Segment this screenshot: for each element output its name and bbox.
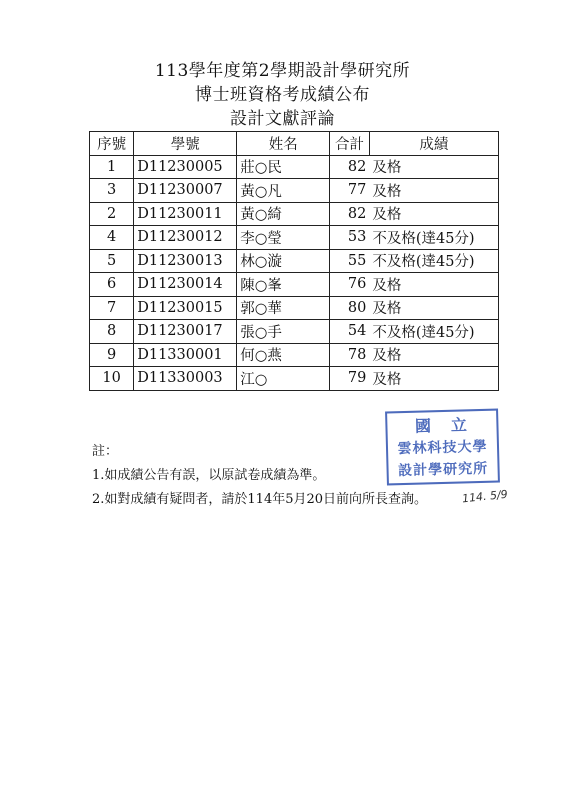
- note-item: 1.如成績公告有誤，以原試卷成績為準。: [92, 468, 326, 483]
- table-row: [90, 179, 499, 203]
- row-seq: 6: [90, 273, 134, 297]
- row-total: 80: [330, 296, 370, 320]
- row-total: 54: [330, 320, 370, 344]
- row-name: 莊○民: [237, 155, 330, 179]
- table-row: [90, 226, 499, 250]
- row-student-id: D11330001: [134, 343, 237, 367]
- row-seq: 2: [90, 202, 134, 226]
- row-grade: 及格: [369, 367, 498, 391]
- table-row: [90, 320, 499, 344]
- table-row: [90, 367, 499, 391]
- table-row: [90, 273, 499, 297]
- row-name: 何○燕: [237, 343, 330, 367]
- row-total: 53: [330, 226, 370, 250]
- row-total: 77: [330, 179, 370, 203]
- document-title: 113學年度第2學期設計學研究所: [154, 61, 411, 81]
- row-student-id: D11330003: [134, 367, 237, 391]
- row-total: 82: [330, 202, 370, 226]
- stamp-line: 雲林科技大學: [397, 438, 488, 458]
- row-seq: 9: [90, 343, 134, 367]
- row-student-id: D11230017: [134, 320, 237, 344]
- row-grade: 不及格(達45分): [369, 249, 498, 273]
- column-header-student-id: 學號: [134, 132, 237, 156]
- row-name: 郭○華: [237, 296, 330, 320]
- row-total: 82: [330, 155, 370, 179]
- table-row: [90, 249, 499, 273]
- row-name: 黃○凡: [237, 179, 330, 203]
- row-seq: 7: [90, 296, 134, 320]
- row-seq: 10: [90, 367, 134, 391]
- table-row: [90, 202, 499, 226]
- column-header-total: 合計: [330, 132, 370, 156]
- stamp-line: 國立: [414, 414, 488, 436]
- document-subtitle: 博士班資格考成績公布: [195, 85, 370, 105]
- row-total: 76: [330, 273, 370, 297]
- row-student-id: D11230005: [134, 155, 237, 179]
- stamp-line: 設計學研究所: [397, 460, 489, 480]
- row-seq: 5: [90, 249, 134, 273]
- row-total: 78: [330, 343, 370, 367]
- row-name: 黃○綺: [237, 202, 330, 226]
- row-seq: 8: [90, 320, 134, 344]
- row-student-id: D11230015: [134, 296, 237, 320]
- notes-section: [92, 440, 427, 512]
- row-grade: 及格: [369, 179, 498, 203]
- row-student-id: D11230013: [134, 249, 237, 273]
- institution-seal-stamp: [385, 409, 500, 486]
- row-student-id: D11230014: [134, 273, 237, 297]
- row-grade: 及格: [369, 155, 498, 179]
- note-item: 2.如對成績有疑問者，請於114年5月20日前向所長查詢。: [92, 492, 428, 507]
- row-grade: 及格: [369, 343, 498, 367]
- course-name: 設計文獻評論: [230, 109, 335, 129]
- row-grade: 及格: [369, 273, 498, 297]
- row-name: 李○瑩: [237, 226, 330, 250]
- handwritten-date: 114. 5/9: [461, 487, 509, 506]
- row-grade: 不及格(達45分): [369, 320, 498, 344]
- notes-heading: 註：: [92, 444, 119, 459]
- row-grade: 及格: [369, 296, 498, 320]
- table-row: [90, 343, 499, 367]
- column-header-seq: 序號: [90, 132, 134, 156]
- row-seq: 1: [90, 155, 134, 179]
- row-student-id: D11230012: [134, 226, 237, 250]
- table-row: [90, 296, 499, 320]
- row-name: 林○漩: [237, 249, 330, 273]
- row-total: 55: [330, 249, 370, 273]
- row-name: 陳○峯: [237, 273, 330, 297]
- row-name: 江○: [237, 367, 330, 391]
- table-row: [90, 155, 499, 179]
- row-student-id: D11230011: [134, 202, 237, 226]
- grades-table: [89, 131, 499, 391]
- column-header-name: 姓名: [237, 132, 330, 156]
- row-total: 79: [330, 367, 370, 391]
- row-seq: 4: [90, 226, 134, 250]
- row-name: 張○手: [237, 320, 330, 344]
- row-seq: 3: [90, 179, 134, 203]
- row-student-id: D11230007: [134, 179, 237, 203]
- table-header-row: [90, 132, 499, 156]
- row-grade: 不及格(達45分): [369, 226, 498, 250]
- row-grade: 及格: [369, 202, 498, 226]
- column-header-grade: 成績: [369, 132, 498, 156]
